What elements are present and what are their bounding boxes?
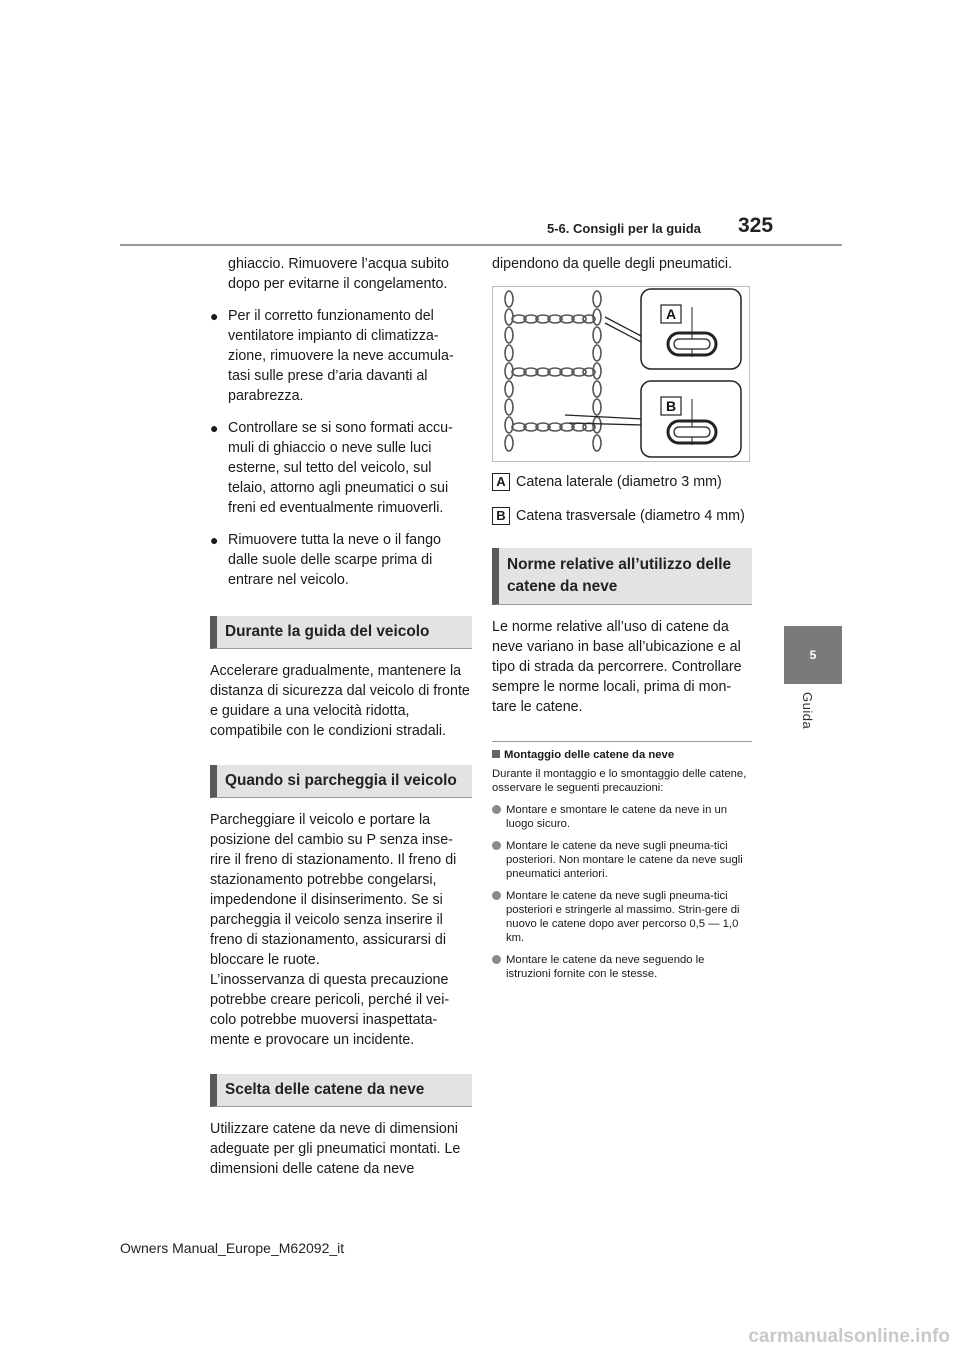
figure-label-b: B [665,398,677,414]
left-column [210,254,472,1191]
list-item [210,418,472,518]
legend-text-a: Catena laterale (diametro 3 mm) [516,474,722,490]
chapter-label: Guida [800,692,815,730]
bullet-icon [492,955,501,964]
page-number: 325 [738,214,774,237]
section-heading-driving: Durante la guida del veicolo [210,616,472,649]
note-intro: Durante il montaggio e lo smontaggio delle catene, osservare le seguenti precauzioni: [492,768,747,794]
legend-text-b: Catena trasversale (diametro 4 mm) [516,508,745,524]
intro-text: ghiaccio. Rimuovere l’acqua subito dopo per evitarne il congelamento. [228,256,449,292]
bullet-icon: ● [210,532,219,548]
legend-key-a: A [492,473,510,491]
legend-item-a [492,472,752,492]
section-text-chain-rules: Le norme relative all’uso di catene da neve variano in base all’ubicazione e al tipo di strada da percorrere. Controllare sempre le norme locali, prima di mon-tare le catene. [492,619,742,715]
bullet-icon [492,805,501,814]
snow-chain-figure [492,286,750,462]
note-title [492,748,752,763]
list-item [210,306,472,406]
bullet-text: Per il corretto funzionamento del ventilatore impianto di climatizza-zione, rimuovere la neve accumula-tasi sulle prese d’aria davanti al parabrezza. [228,308,454,404]
section-text-parking-warning: L’inosservanza di questa precauzione potrebbe creare pericoli, perché il vei-colo potrebbe muoversi inaspettata-mente e provocare un incidente. [210,972,450,1048]
section-heading-chain-rules: Norme relative all’utilizzo delle catene da neve [492,548,752,605]
intro-text-right: dipendono da quelle degli pneumatici. [492,256,733,272]
note-title-text: Montaggio delle catene da neve [504,749,675,761]
chapter-number: 5 [809,648,817,662]
bullet-text: Rimuovere tutta la neve o il fango dalle suole delle scarpe prima di entrare nel veicolo. [228,532,441,588]
note-bullet-text: Montare le catene da neve seguendo le istruzioni fornite con le stesse. [506,954,705,980]
figure-label-a: A [665,306,677,322]
note-divider [492,741,752,742]
square-bullet-icon [492,750,500,758]
legend-item-b [492,506,752,526]
snow-chain-illustration [493,287,749,461]
watermark: carmanualsonline.info [748,1326,950,1347]
section-heading-chain-choice: Scelta delle catene da neve [210,1074,472,1107]
note-list-item [492,953,752,981]
list-item [210,530,472,590]
bullet-text: Controllare se si sono formati accu-muli di ghiaccio o neve sulle luci esterne, sul tetto del veicolo, sul telaio, attorno agli pneumatici o sui freni ed eventualmente rimuoverli. [228,420,453,516]
note-list-item [492,839,752,881]
legend-key-b: B [492,507,510,525]
note-bullet-text: Montare le catene da neve sugli pneuma-tici posteriori e stringerle al massimo. Strin-gere di nuovo le catene dopo aver percorso 0,5 — 1,0 km. [506,890,740,944]
note-list-item [492,803,752,831]
section-text-driving: Accelerare gradualmente, mantenere la distanza di sicurezza dal veicolo di fronte e guidare a una velocità ridotta, compatibile con le condizioni stradali. [210,663,470,739]
section-header: 5-6. Consigli per la guida [547,221,701,236]
section-text-chain-choice: Utilizzare catene da neve di dimensioni adeguate per gli pneumatici montati. Le dimensioni delle catene da neve [210,1121,461,1177]
bullet-icon: ● [210,308,219,324]
note-bullet-text: Montare e smontare le catene da neve in un luogo sicuro. [506,804,728,830]
header-divider [120,244,842,246]
bullet-icon [492,891,501,900]
note-bullet-text: Montare le catene da neve sugli pneuma-tici posteriori. Non montare le catene da neve sugli pneumatici anteriori. [506,840,743,880]
section-heading-parking: Quando si parcheggia il veicolo [210,765,472,798]
bullet-icon: ● [210,420,219,436]
section-text-parking: Parcheggiare il veicolo e portare la posizione del cambio su P senza inse-rire il freno di stazionamento. Il freno di stazionamento potrebbe congelarsi, impedendone il disinserimento. Se si parcheggia il veicolo senza inserire il freno di stazionamento, assicurarsi di bloccare le ruote. [210,812,457,968]
note-list-item [492,889,752,945]
bullet-icon [492,841,501,850]
chapter-tab[interactable] [784,626,842,684]
right-column [492,254,752,989]
page-footer: Owners Manual_Europe_M62092_it [120,1240,345,1256]
